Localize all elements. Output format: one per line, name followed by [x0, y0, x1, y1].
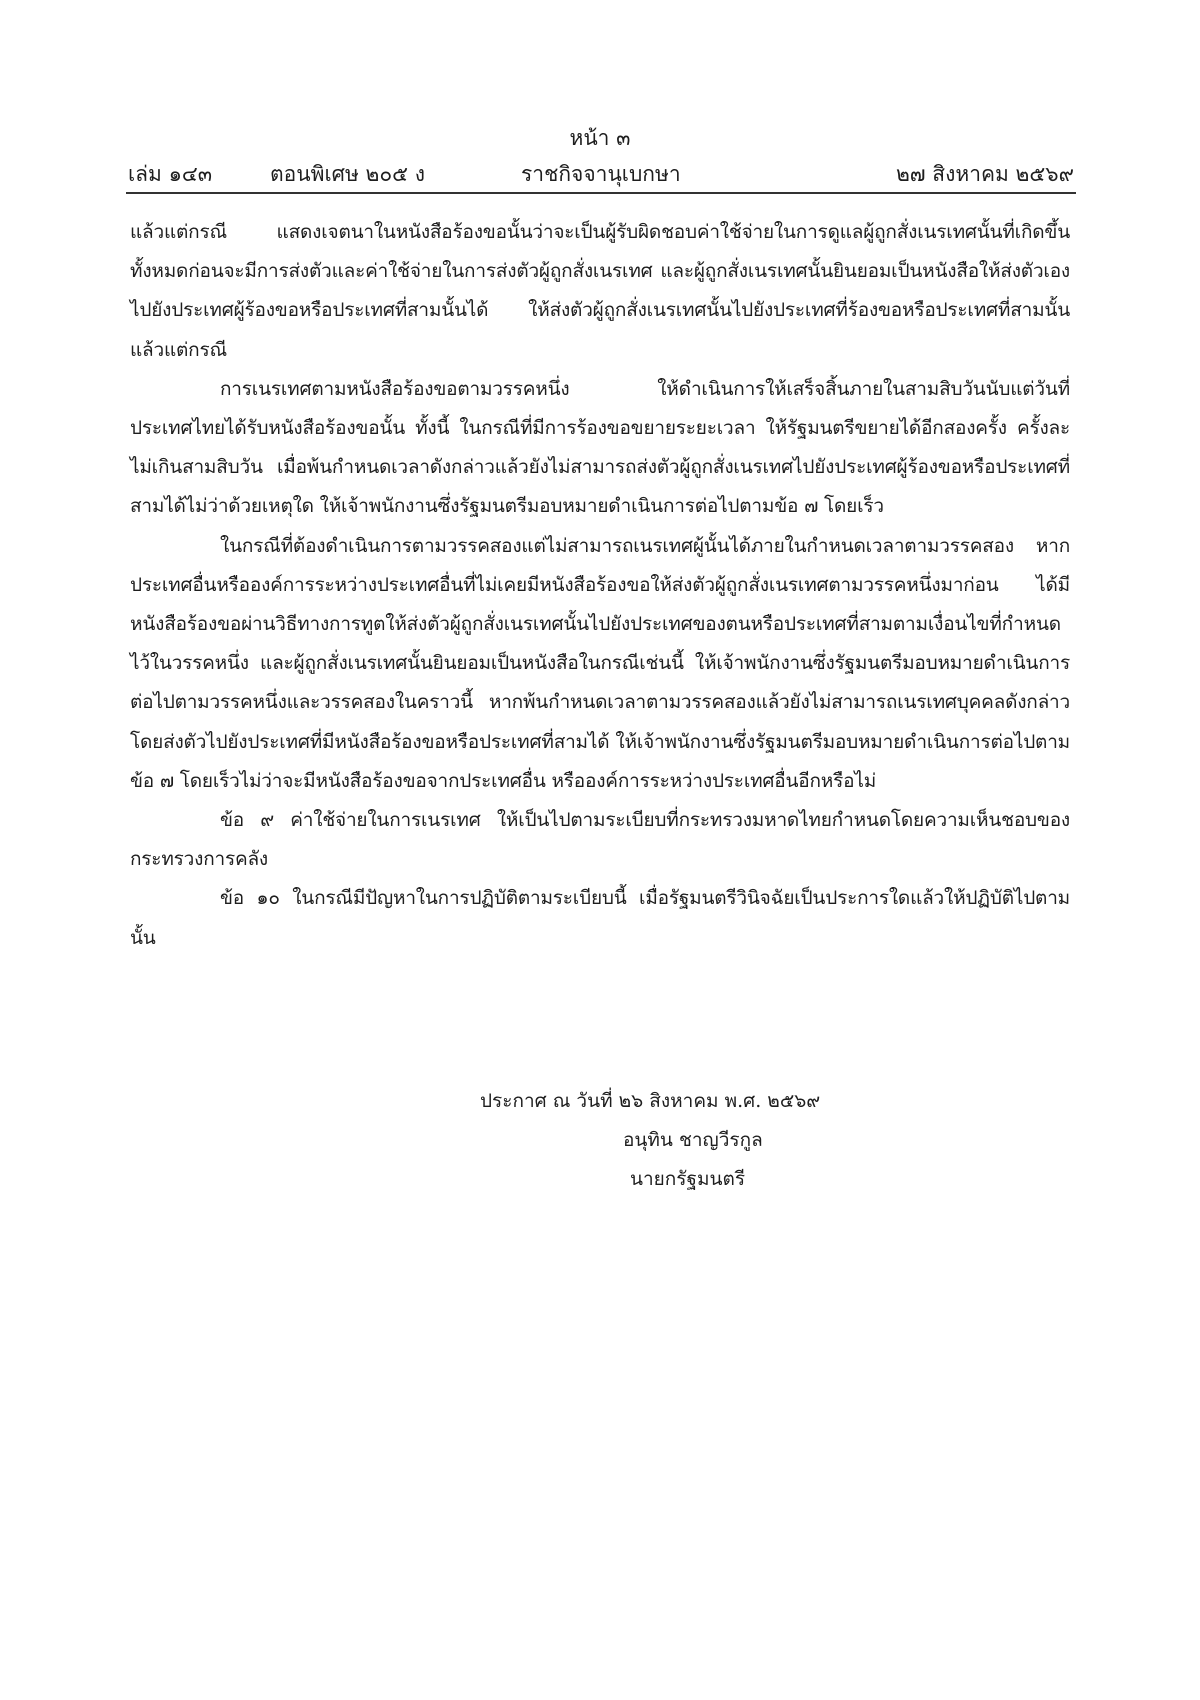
- volume-number: เล่ม ๑๔๓: [128, 162, 213, 186]
- gazette-title: ราชกิจจานุเบกษา: [521, 162, 681, 186]
- signatory-position: นายกรัฐมนตรี: [630, 1168, 746, 1190]
- page-number: หน้า ๓: [569, 126, 631, 150]
- announcement-date: ประกาศ ณ วันที่ ๒๖ สิงหาคม พ.ศ. ๒๕๖๙: [480, 1090, 821, 1112]
- clause-10-interpretation: ข้อ ๑๐ ในกรณีมีปัญหาในการปฏิบัติตามระเบียบนี้ เมื่อรัฐมนตรีวินิจฉัยเป็นประการใดแล้วให้ปฏิบัติไปตามนั้น: [130, 887, 1070, 949]
- paragraph-continuation: แล้วแต่กรณี แสดงเจตนาในหนังสือร้องขอนั้นว่าจะเป็นผู้รับผิดชอบค่าใช้จ่ายในการดูแลผู้ถูกสั่งเนรเทศนั้นที่เกิดขึ้นทั้งหมดก่อนจะมีการส่งตัวและค่าใช้จ่ายในการส่งตัวผู้ถูกสั่งเนรเทศ และผู้ถูกสั่งเนรเทศนั้นยินยอมเป็นหนังสือให้ส่งตัวเองไปยังประเทศผู้ร้องขอหรือประเทศที่สามนั้นได้ ให้ส่งตัวผู้ถูกสั่งเนรเทศนั้นไปยังประเทศที่ร้องขอหรือประเทศที่สามนั้น แล้วแต่กรณี: [130, 221, 1070, 361]
- signatory-name: อนุทิน ชาญวีรกูล: [623, 1129, 763, 1151]
- header-divider: [126, 192, 1076, 194]
- paragraph-deportation-timeline: การเนรเทศตามหนังสือร้องขอตามวรรคหนึ่ง ให้ดำเนินการให้เสร็จสิ้นภายในสามสิบวันนับแต่วันที่ประเทศไทยได้รับหนังสือร้องขอนั้น ทั้งนี้ ในกรณีที่มีการร้องขอขยายระยะเวลา ให้รัฐมนตรีขยายได้อีกสองครั้ง ครั้งละไม่เกินสามสิบวัน เมื่อพ้นกำหนดเวลาดังกล่าวแล้วยังไม่สามารถส่งตัวผู้ถูกสั่งเนรเทศไปยังประเทศผู้ร้องขอหรือประเทศที่สามได้ไม่ว่าด้วยเหตุใด ให้เจ้าพนักงานซึ่งรัฐมนตรีมอบหมายดำเนินการต่อไปตามข้อ ๗ โดยเร็ว: [130, 377, 1070, 518]
- publication-date: ๒๗ สิงหาคม ๒๕๖๙: [895, 162, 1074, 186]
- issue-number: ตอนพิเศษ ๒๐๕ ง: [270, 162, 425, 186]
- document-body: [130, 213, 1070, 958]
- signature-block: [480, 1082, 920, 1199]
- gazette-header: [128, 158, 1074, 194]
- clause-9-expenses: ข้อ ๙ ค่าใช้จ่ายในการเนรเทศ ให้เป็นไปตามระเบียบที่กระทรวงมหาดไทยกำหนดโดยความเห็นชอบของกระทรวงการคลัง: [130, 809, 1070, 871]
- paragraph-third-country-request: ในกรณีที่ต้องดำเนินการตามวรรคสองแต่ไม่สามารถเนรเทศผู้นั้นได้ภายในกำหนดเวลาตามวรรคสอง หากประเทศอื่นหรือองค์การระหว่างประเทศอื่นที่ไม่เคยมีหนังสือร้องขอให้ส่งตัวผู้ถูกสั่งเนรเทศตามวรรคหนึ่งมาก่อน ได้มีหนังสือร้องขอผ่านวิธีทางการทูตให้ส่งตัวผู้ถูกสั่งเนรเทศนั้นไปยังประเทศของตนหรือประเทศที่สามตามเงื่อนไขที่กำหนดไว้ในวรรคหนึ่ง และผู้ถูกสั่งเนรเทศนั้นยินยอมเป็นหนังสือในกรณีเช่นนี้ ให้เจ้าพนักงานซึ่งรัฐมนตรีมอบหมายดำเนินการต่อไปตามวรรคหนึ่งและวรรคสองในคราวนี้ หากพ้นกำหนดเวลาตามวรรคสองแล้วยังไม่สามารถเนรเทศบุคคลดังกล่าวโดยส่งตัวไปยังประเทศที่มีหนังสือร้องขอหรือประเทศที่สามได้ ให้เจ้าพนักงานซึ่งรัฐมนตรีมอบหมายดำเนินการต่อไปตามข้อ ๗ โดยเร็วไม่ว่าจะมีหนังสือร้องขอจากประเทศอื่น หรือองค์การระหว่างประเทศอื่นอีกหรือไม่: [130, 534, 1070, 792]
